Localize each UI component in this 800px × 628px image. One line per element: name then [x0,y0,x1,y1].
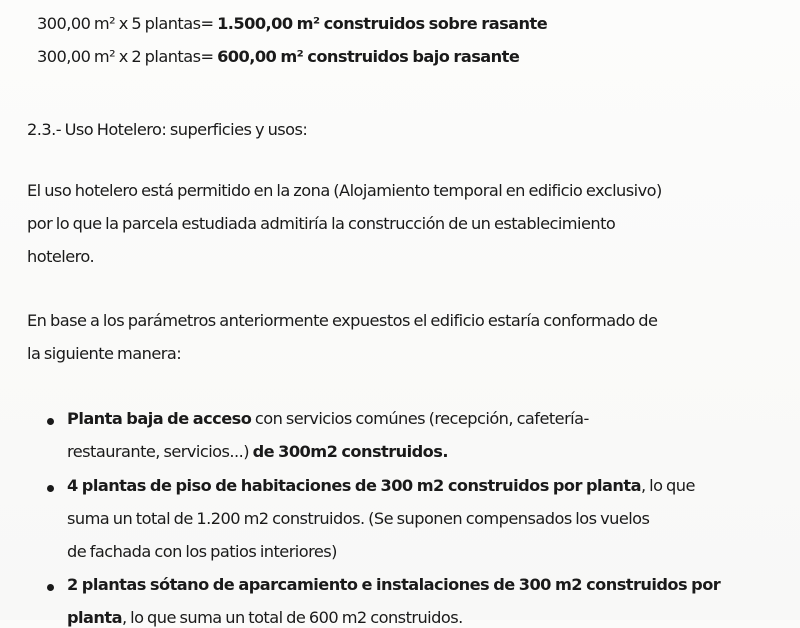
surface-line-above-ground [37,14,547,34]
list-item-line [67,476,695,496]
bullet-icon [47,584,54,591]
list-item-text: , lo que [640,476,695,495]
list-item-bold: 2 plantas sótano de aparcamiento e instalaciones de 300 m2 construidos por [67,575,721,594]
paragraph-1-line-1: El uso hotelero está permitido en la zona (Alojamiento temporal en edificio exclusivo) [27,181,662,200]
list-item-line [67,608,463,628]
list-item-text: restaurante, servicios...) [67,442,253,461]
list-item-text: , lo que suma un total de 600 m2 construidos. [121,608,463,627]
list-item-bold: 4 plantas de piso de habitaciones de 300 m2 construidos por planta [67,476,641,495]
list-item-bold: Planta baja de acceso [67,409,252,428]
list-item-text: con servicios comúnes (recepción, cafetería- [251,409,589,428]
surface-line-below-ground [37,47,519,67]
surface-line-below-ground-prefix: 300,00 m² x 2 plantas= [37,47,218,66]
surface-line-above-ground-total: 1.500,00 m² construidos sobre rasante [217,14,548,33]
list-item-line: de fachada con los patios interiores) [67,542,337,561]
list-item-line [67,409,589,429]
list-item-bold: de 300m2 construidos. [252,442,448,461]
surface-line-above-ground-prefix: 300,00 m² x 5 plantas= [37,14,218,33]
paragraph-2-line-1: En base a los parámetros anteriormente expuestos el edificio estaría conformado de [27,311,658,330]
list-item-line: suma un total de 1.200 m2 construidos. (Se suponen compensados los vuelos [67,509,650,528]
list-item-line [67,442,448,462]
surface-line-below-ground-total: 600,00 m² construidos bajo rasante [217,47,520,66]
bullet-icon [47,485,54,492]
section-heading: 2.3.- Uso Hotelero: superficies y usos: [27,120,308,139]
paragraph-1-line-2: por lo que la parcela estudiada admitiría la construcción de un establecimiento [27,214,616,233]
list-item-line [67,575,720,595]
paragraph-2-line-2: la siguiente manera: [27,344,182,363]
list-item-bold: planta [67,608,122,627]
paragraph-1-line-3: hotelero. [27,247,95,266]
bullet-icon [47,418,54,425]
